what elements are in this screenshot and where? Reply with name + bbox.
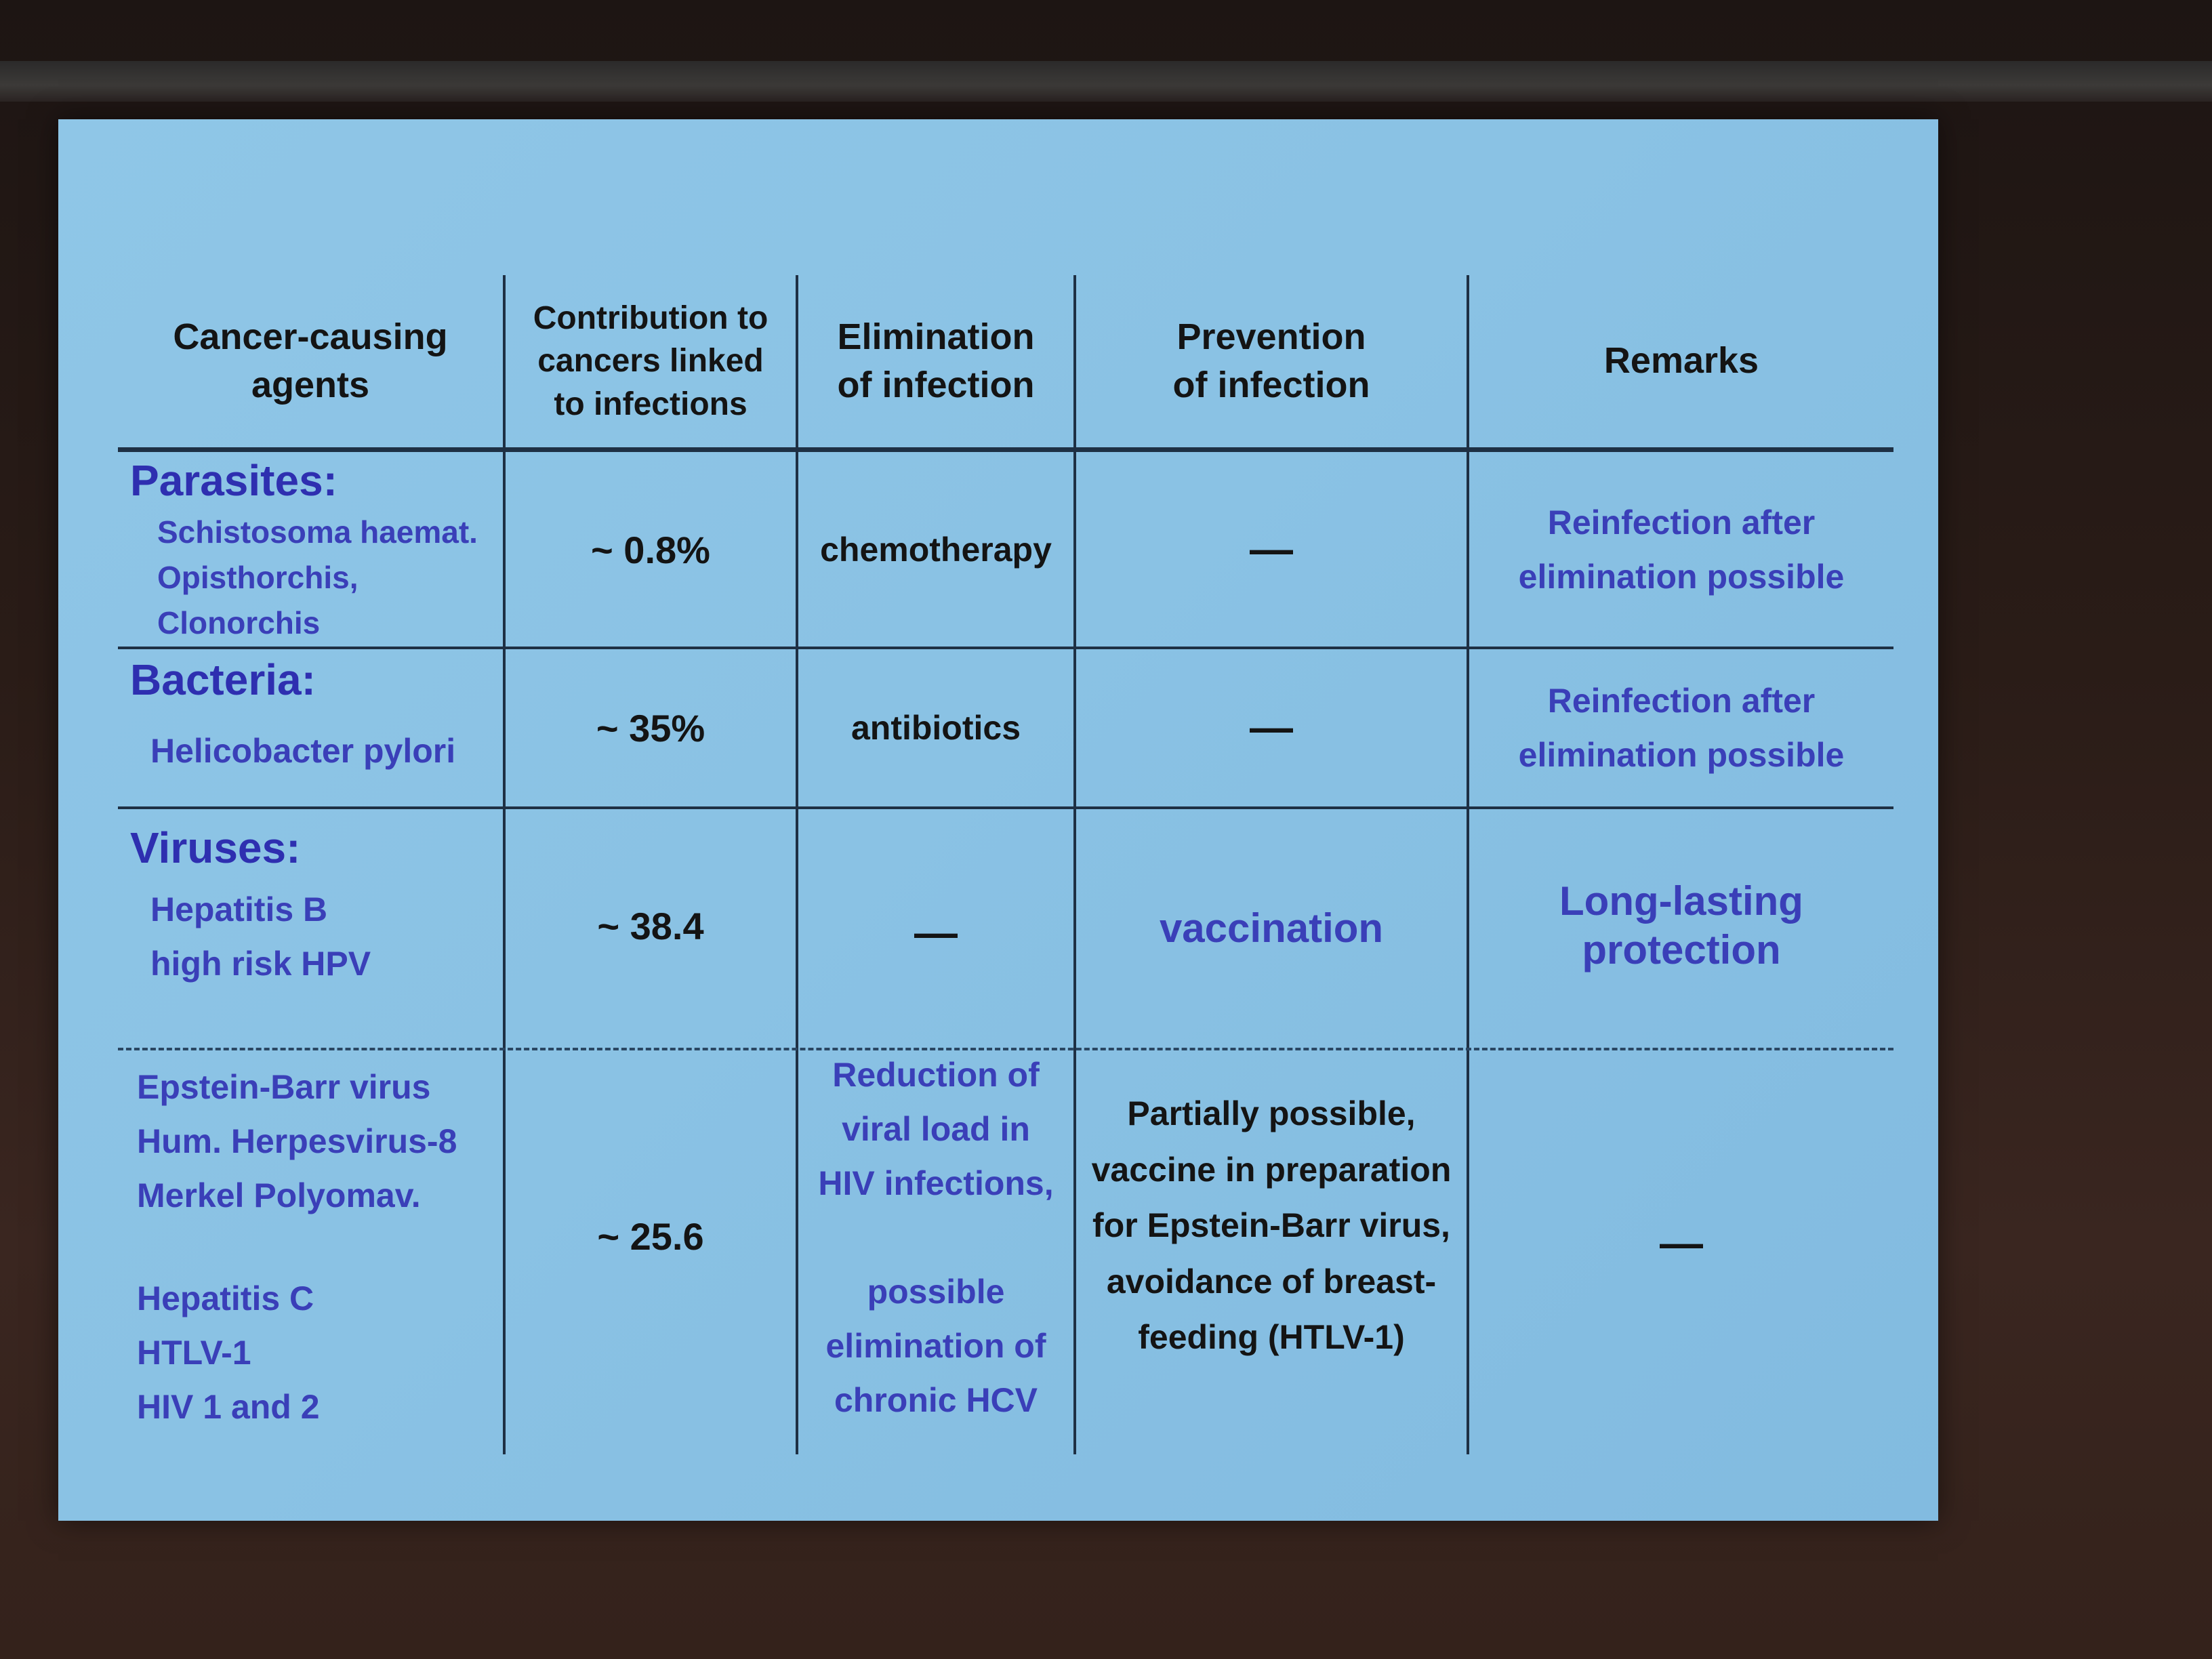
agent-name: Clonorchis bbox=[157, 605, 321, 640]
bacteria-elimination: antibiotics bbox=[851, 708, 1021, 747]
viruses-a-elimination bbox=[798, 809, 1073, 1048]
viruses-a-contribution: ~ 38.4 bbox=[597, 905, 704, 947]
projector-screen-top-edge bbox=[0, 61, 2212, 102]
viruses-b-remarks bbox=[1469, 1052, 1893, 1454]
agent-name: Schistosoma haemat. bbox=[157, 514, 478, 550]
bacteria-agents-cell bbox=[118, 649, 503, 806]
bacteria-prevention bbox=[1076, 649, 1467, 806]
viruses-b-contribution: ~ 25.6 bbox=[597, 1215, 704, 1258]
header-rule bbox=[118, 447, 1893, 452]
agent-name: Merkel Polyomav. bbox=[137, 1176, 421, 1214]
agent-name: HTLV-1 bbox=[137, 1334, 251, 1372]
header-prevention: Prevention of infection bbox=[1172, 316, 1370, 405]
header-remarks: Remarks bbox=[1603, 340, 1759, 382]
parasites-remarks: Reinfection after elimination possible bbox=[1518, 504, 1845, 596]
viruses-b-agents-cell bbox=[118, 1052, 503, 1454]
header-elimination: Elimination of infection bbox=[837, 316, 1035, 405]
viruses-b-prevention: Partially possible, vaccine in preparation for Epstein-Barr virus, avoidance of breast- feeding (HTLV-1) bbox=[1091, 1094, 1452, 1356]
bacteria-contribution: ~ 35% bbox=[596, 706, 705, 750]
viruses-b-elimination: Reduction of viral load in HIV infections, possible elimination of chronic HCV bbox=[818, 1056, 1054, 1419]
category-label-viruses: Viruses: bbox=[130, 823, 301, 872]
dash-mark: — bbox=[1660, 1218, 1703, 1267]
header-contribution: Contribution to cancers linked to infections bbox=[533, 300, 769, 422]
dash-mark: — bbox=[1250, 525, 1293, 574]
viruses-a-remarks: Long-lasting protection bbox=[1559, 878, 1803, 972]
agent-name: Hum. Herpesvirus-8 bbox=[137, 1122, 457, 1160]
agent-name: Hepatitis C bbox=[137, 1279, 314, 1317]
parasites-agents-cell bbox=[118, 453, 503, 647]
agent-name: Epstein-Barr virus bbox=[137, 1068, 431, 1106]
agent-name: Helicobacter pylori bbox=[150, 732, 456, 771]
parasites-elimination: chemotherapy bbox=[820, 530, 1052, 569]
bacteria-remarks: Reinfection after elimination possible bbox=[1518, 682, 1845, 774]
projected-slide bbox=[58, 119, 1938, 1521]
category-label-parasites: Parasites: bbox=[130, 456, 337, 505]
parasites-contribution: ~ 0.8% bbox=[591, 528, 710, 571]
category-label-bacteria: Bacteria: bbox=[130, 655, 316, 704]
header-agents: Cancer-causing agents bbox=[173, 316, 448, 405]
agent-name: HIV 1 and 2 bbox=[137, 1388, 320, 1426]
dash-mark: — bbox=[914, 908, 958, 957]
infection-cancer-table bbox=[118, 275, 1893, 1454]
agent-name: high risk HPV bbox=[150, 945, 371, 983]
agent-name: Hepatitis B bbox=[150, 890, 328, 929]
agent-name: Opisthorchis, bbox=[157, 560, 359, 596]
dash-mark: — bbox=[1250, 703, 1293, 752]
viruses-a-prevention: vaccination bbox=[1159, 905, 1384, 951]
parasites-prevention bbox=[1076, 453, 1467, 647]
viruses-agents-cell bbox=[118, 809, 503, 1048]
